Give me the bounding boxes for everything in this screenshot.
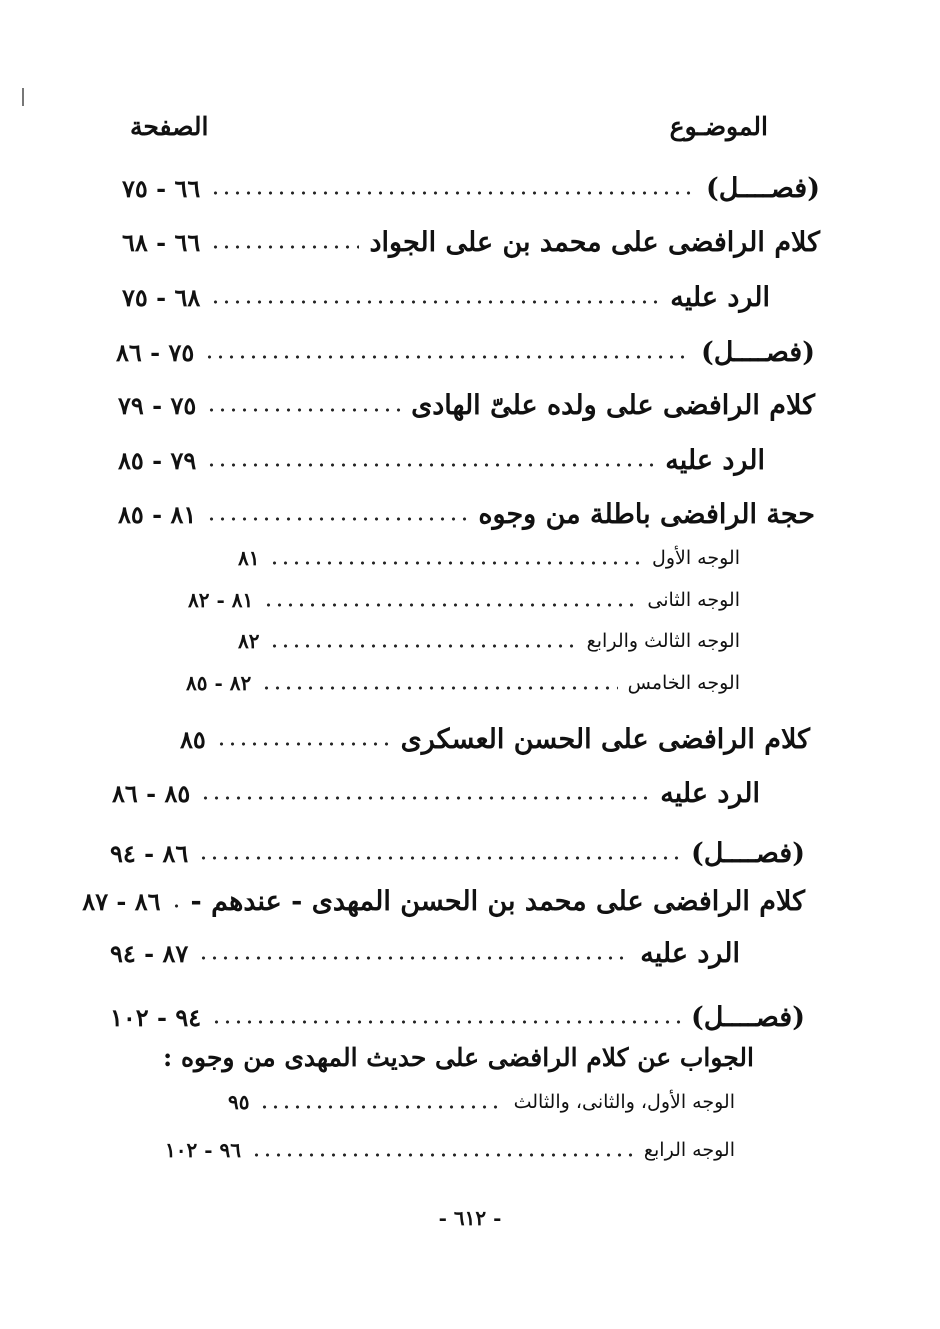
leader-dots	[259, 1104, 503, 1110]
entry-pages: ٧٥ - ٨٦	[116, 337, 195, 367]
leader-dots	[210, 299, 660, 305]
index-entry	[122, 277, 770, 317]
leader-dots	[204, 354, 691, 360]
index-entry	[110, 997, 805, 1037]
leader-dots	[210, 190, 696, 196]
entry-title: الرد عليه	[660, 777, 760, 809]
leader-dots	[206, 462, 655, 468]
entry-title: (فصــــل)	[691, 1001, 805, 1033]
entry-pages: ٨٥	[180, 724, 206, 754]
entry-title: الوجه الخامس	[627, 672, 740, 694]
index-entry	[118, 494, 815, 534]
entry-title: الوجه الرابع	[643, 1139, 735, 1161]
entry-pages: ٧٩ - ٨٥	[118, 445, 197, 475]
leader-dots	[269, 643, 576, 649]
leader-dots	[251, 1152, 634, 1158]
index-entry	[110, 833, 805, 873]
index-entry	[122, 222, 820, 262]
entry-title: الرد عليه	[640, 937, 740, 969]
leader-dots	[200, 795, 650, 801]
index-entry	[82, 881, 805, 921]
index-entry	[238, 621, 740, 661]
entry-title: (فصــــل)	[691, 837, 805, 869]
leader-dots	[198, 855, 681, 861]
index-entry	[122, 168, 820, 208]
page-number: - ٦١٢ -	[438, 1206, 502, 1230]
entry-pages: ٨٧ - ٩٤	[110, 938, 189, 968]
entry-pages: ٨٦ - ٩٤	[110, 838, 189, 868]
entry-pages: ٦٦ - ٧٥	[122, 173, 201, 203]
leader-dots	[198, 955, 630, 961]
index-entry	[118, 440, 765, 480]
entry-title: كلام الرافضى على ولده علىّ الهادى	[411, 389, 815, 421]
entry-pages: ٨٥ - ٨٦	[112, 778, 191, 808]
entry-title: كلام الرافضى على محمد بن الحسن المهدى - عندهم -	[190, 885, 805, 917]
leader-dots	[206, 407, 401, 413]
entry-title: (فصــــل)	[706, 172, 820, 204]
index-entry	[110, 933, 740, 973]
entry-title: الوجه الأول	[652, 547, 740, 569]
entry-pages: ٩٤ - ١٠٢	[110, 1002, 202, 1032]
index-entry	[228, 1082, 735, 1122]
leader-dots	[269, 560, 642, 566]
entry-pages: ٩٦ - ١٠٢	[165, 1138, 241, 1162]
entry-pages: ٨٢	[238, 629, 260, 653]
index-entry	[118, 385, 815, 425]
leader-dots	[210, 244, 359, 250]
entry-pages: ٩٥	[228, 1090, 250, 1114]
entry-pages: ٨١ - ٨٥	[118, 499, 197, 529]
index-entry	[116, 332, 815, 372]
entry-title: الرد عليه	[665, 444, 765, 476]
margin-mark	[22, 88, 24, 106]
leader-dots	[206, 516, 468, 522]
entry-pages: ٨١	[238, 546, 260, 570]
entry-title: كلام الرافضى على الحسن العسكرى	[400, 723, 810, 755]
leader-dots	[216, 741, 391, 747]
entry-pages: ٧٥ - ٧٩	[118, 390, 197, 420]
leader-dots	[211, 1019, 681, 1025]
entry-title: كلام الرافضى على محمد بن على الجواد	[369, 226, 820, 258]
index-entry	[165, 1130, 735, 1170]
topic-column-header: الموضـوع	[669, 112, 768, 141]
entry-pages: ٨٦ - ٨٧	[82, 886, 161, 916]
entry-title: الوجه الثالث والرابع	[586, 630, 740, 652]
entry-pages: ٦٨ - ٧٥	[122, 282, 201, 312]
page-column-header: الصفحة	[130, 112, 209, 141]
entry-title: حجة الرافضى باطلة من وجوه	[478, 498, 815, 530]
entry-title: الوجه الأول، والثانى، والثالث	[513, 1091, 735, 1113]
entry-title: الرد عليه	[670, 281, 770, 313]
index-entry	[112, 773, 760, 813]
entry-title: (فصــــل)	[701, 336, 815, 368]
leader-dots	[263, 602, 637, 608]
section-heading: الجواب عن كلام الرافضى على حديث المهدى من وجوه :	[163, 1043, 754, 1072]
index-entry	[188, 580, 740, 620]
entry-pages: ٨١ - ٨٢	[188, 588, 254, 612]
index-entry	[180, 719, 810, 759]
entry-pages: ٦٦ - ٦٨	[122, 227, 201, 257]
index-entry	[186, 663, 740, 703]
entry-pages: ٨٢ - ٨٥	[186, 671, 252, 695]
index-entry	[238, 538, 740, 578]
leader-dots	[261, 685, 617, 691]
entry-title: الوجه الثانى	[647, 589, 740, 611]
leader-dots	[171, 903, 181, 909]
